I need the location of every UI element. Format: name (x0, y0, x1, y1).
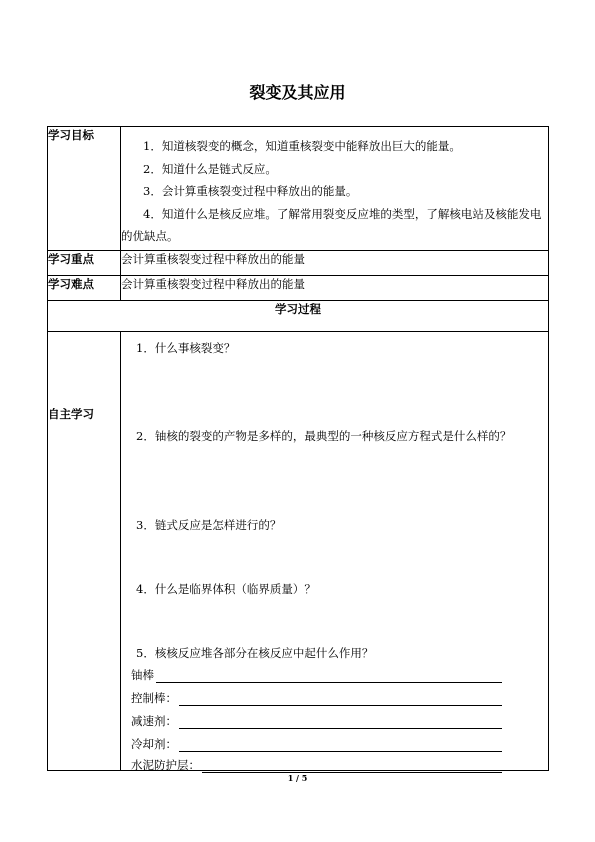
question-item: 3．链式反应是怎样进行的？ (136, 517, 282, 532)
blank-line[interactable] (179, 716, 502, 729)
objective-item: 4．知道什么是核反应堆。了解常用裂变反应堆的类型，了解核电站及核能发电的优缺点。 (121, 206, 542, 243)
question-item: 5．核核反应堆各部分在核反应中起什么作用？ (136, 645, 374, 660)
objective-item: 1．知道核裂变的概念，知道重核裂变中能释放出巨大的能量。 (143, 139, 461, 153)
question-item: 1．什么事核裂变？ (136, 340, 236, 355)
process-header-row (48, 300, 549, 331)
process-header: 学习过程 (48, 300, 549, 331)
self-study-row (48, 331, 549, 770)
objectives-label: 学习目标 (48, 127, 121, 251)
blank-label: 铀棒 (131, 667, 154, 682)
objectives-row (48, 127, 549, 251)
page-number: 1 / 5 (287, 773, 308, 783)
objective-item: 2．知道什么是链式反应。 (143, 161, 277, 176)
difficult-point-label: 学习难点 (48, 275, 121, 300)
blank-line[interactable] (179, 693, 502, 706)
answer-blank-moderator[interactable] (131, 713, 502, 729)
question-item: 2．铀核的裂变的产物是多样的，最典型的一种核反应方程式是什么样的？ (136, 428, 512, 443)
self-study-content (121, 331, 549, 770)
blank-line[interactable] (179, 739, 502, 752)
blank-label: 冷却剂： (131, 736, 177, 751)
objective-item: 3．会计算重核裂变过程中释放出的能量。 (143, 184, 358, 198)
page-title: 裂变及其应用 (249, 83, 346, 102)
blank-label: 水泥防护层： (131, 757, 200, 772)
self-study-label: 自主学习 (48, 331, 121, 770)
blank-label: 减速剂： (131, 713, 177, 728)
key-point-label: 学习重点 (48, 250, 121, 275)
answer-blank-control-rod[interactable] (131, 690, 502, 706)
key-point-row (48, 250, 549, 275)
objectives-content (121, 127, 549, 251)
question-item: 4．什么是临界体积（临界质量）？ (136, 581, 316, 596)
key-point-text: 会计算重核裂变过程中释放出的能量 (121, 250, 549, 275)
answer-blank-cement-shield[interactable] (131, 757, 502, 773)
difficult-point-text: 会计算重核裂变过程中释放出的能量 (121, 275, 549, 300)
study-table (47, 126, 549, 771)
difficult-point-row (48, 275, 549, 300)
blank-line[interactable] (202, 760, 502, 773)
blank-label: 控制棒： (131, 690, 177, 705)
blank-line[interactable] (156, 670, 502, 683)
answer-blank-coolant[interactable] (131, 736, 502, 752)
answer-blank-uranium-rod[interactable] (131, 667, 502, 683)
